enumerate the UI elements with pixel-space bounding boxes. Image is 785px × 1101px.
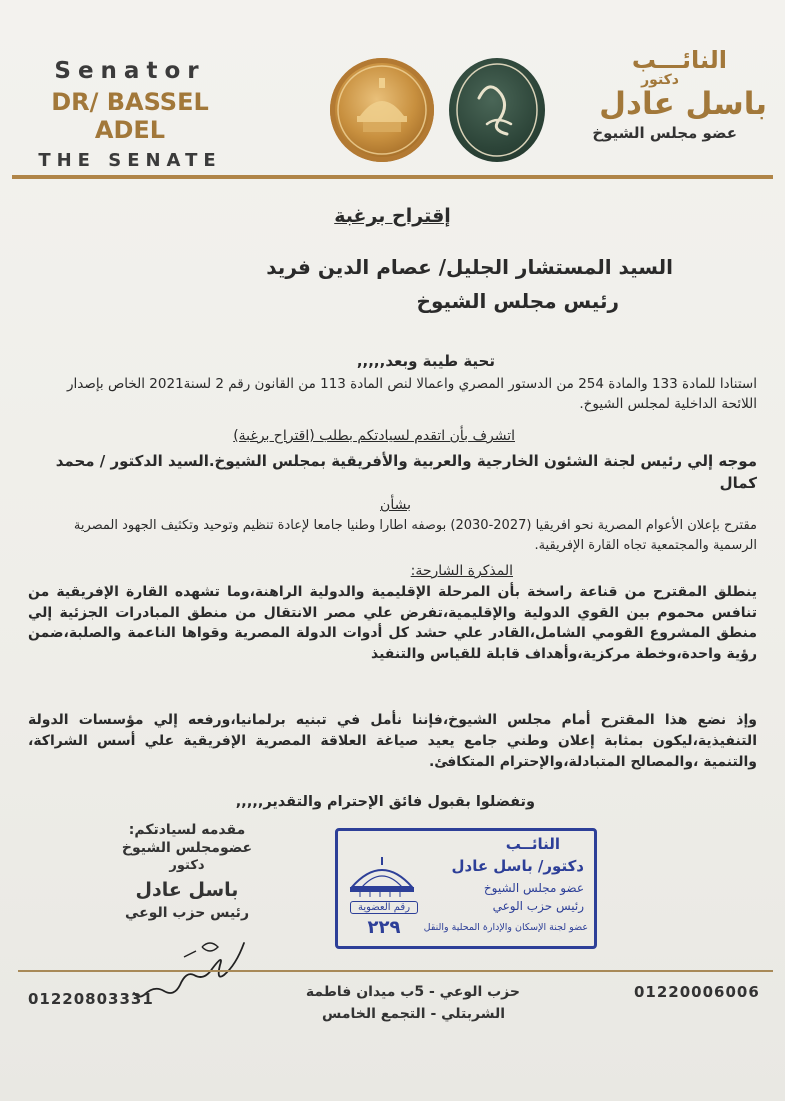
proposal-text: مقترح بإعلان الأعوام المصرية نحو افريقيا (2027-2030) بوصفه اطارا وطنيا جامعا لإعادة تنظيم وتوحيد وتكثيف الجهود المصرية الرسمية والمجتمعية تجاه القارة الإفريقية. [73,518,757,553]
header-english-block [14,58,246,171]
paragraph-legal-basis: استنادا للمادة 133 والمادة 254 من الدستور المصري واعمالا لنص المادة 113 من القانون رقم 2 لسنة2021 الخاص بإصدار اللائحة الداخلية لمجلس الشيوخ. [67,376,757,412]
footer-divider [18,970,773,972]
official-stamp [335,828,597,949]
senate-seal-icon [330,58,434,162]
addressee-line-2: رئيس مجلس الشيوخ [416,289,619,313]
alwaie-party-logo-icon [449,58,545,162]
footer-phone-left: 01220803331 [28,990,154,1008]
header-arabic-block [557,46,767,142]
signature-line-2: عضومجلس الشيوخ [121,840,253,856]
letter-title: إقتراح برغبة [334,205,451,227]
stamp-code: ٢٢٩ [367,917,401,938]
directed-to: موجه إلي رئيس لجنة الشئون الخارجية والعربية والأفريقية بمجلس الشيوخ.السيد الدكتور / محمد كمال [55,452,757,492]
stamp-code-label: رقم العضوية [350,901,418,914]
footer-address-line-1: حزب الوعي - 5ب ميدان فاطمة [305,984,520,1000]
stamp-line-2: دكتور/ باسل عادل [451,857,584,875]
stamp-line-5: عضو لجنة الإسكان والإدارة المحلية والنقل [423,922,588,933]
stamp-line-3: عضو مجلس الشيوخ [483,881,584,895]
signature-block [92,822,282,921]
footer-phone-right: 01220006006 [634,983,760,1001]
parliament-dome-icon [346,853,418,897]
closing-line: وتفضلوا بقبول فائق الإحترام والتقدير,,,,, [235,794,535,810]
header-deputy-label: النائـــب [631,46,727,74]
paragraph-memo: ينطلق المقترح من قناعة راسخة بأن المرحلة الإقليمية والدولية الراهنة،وما تشهده القارة الإفريقية من تنافس محموم بين القوي الدولية والإقليمية،تفرض علي مصر الانتقال من منطق المبادرات الجزئية إلي منطق المشروع القومي الشامل،القادر علي حشد كل أدوات الدولة المصرية وقواها الناعمة والصلبة،ضمن رؤية واحدة،وخطة مركزية،وأهداف قابلة للقياس والتنفيذ [28,584,757,662]
signature-line-3: دكتور [169,858,205,873]
memo-label: المذكرة الشارحة: [410,563,513,579]
signature-line-4: باسل عادل [135,879,239,901]
request-line: اتشرف بأن اتقدم لسيادتكم بطلب (اقتراح برغبة) [233,428,515,444]
paragraph-conclusion: وإذ نضع هذا المقترح أمام مجلس الشيوخ،فإننا نأمل في تبنيه برلمانيا،ورفعه إلي مؤسسات الدولة التنفيذية،ليكون بمثابة إعلان وطني جامع يعيد صياغة العلاقة المصرية الإفريقية علي أسس الشراكة، والتنمية ،والمصالح المتبادلة،والإحترام المتكافئ. [28,712,757,770]
header-divider [12,175,773,179]
stamp-line-1: النائــب [505,835,560,853]
header-name-ar: باسل عادل [599,86,767,122]
addressee-line-1: السيد المستشار الجليل/ عصام الدين فريد [266,255,673,279]
about-label: بشأن [380,497,411,513]
header-senator-label: Senator [54,58,206,84]
header-doctor-label: دكتور [641,72,679,88]
signature-line-5: رئيس حزب الوعي [125,905,249,921]
signature-line-1: مقدمه لسيادتكم: [128,822,246,838]
header-member-label: عضو مجلس الشيوخ [592,124,737,142]
header-name-en: DR/ BASSEL ADEL [51,88,209,144]
header-senate-label: THE SENATE [38,150,222,171]
stamp-line-4: رئيس حزب الوعي [492,899,584,913]
greeting: تحية طيبة وبعد,,,,, [356,352,495,370]
footer-address-line-2: الشربتلي - التجمع الخامس [322,1006,505,1022]
